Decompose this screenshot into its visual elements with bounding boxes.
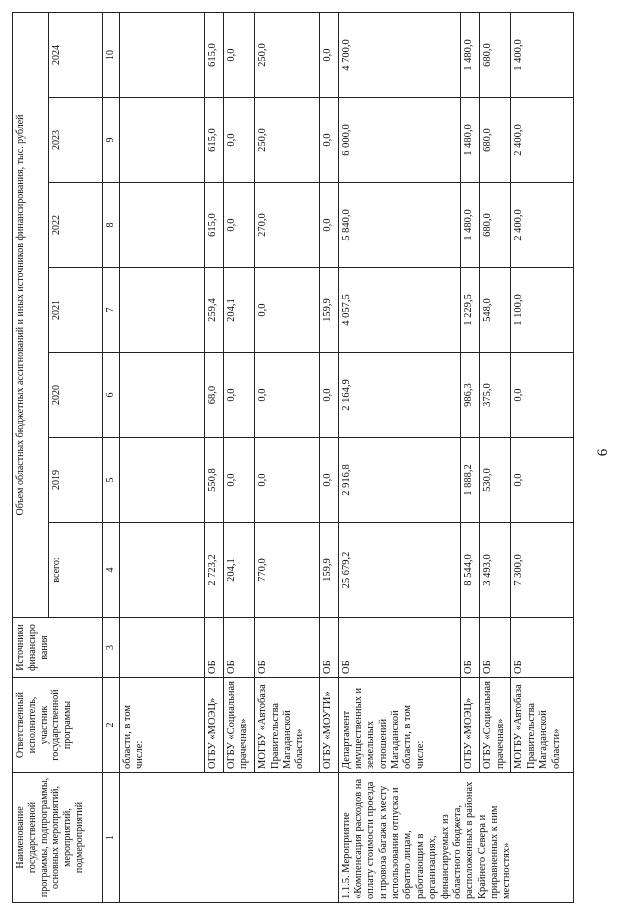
- row-value: 0,0: [511, 353, 574, 438]
- row-executor: МОГБУ «Автобаза Правительства Магаданской области»: [255, 678, 320, 773]
- row-value: 0,0: [319, 98, 338, 183]
- table-row: [480, 13, 511, 903]
- row-value: 3 493,0: [480, 523, 511, 618]
- column-number: 8: [103, 183, 120, 268]
- row-value: 25 679,2: [338, 523, 461, 618]
- row-executor: ОГБУ «МОЭЦ»: [205, 678, 224, 773]
- row-name: [119, 773, 338, 903]
- page-number: 6: [595, 448, 611, 457]
- col-exec-header: Ответственный исполнитель, участник государственной программы: [13, 678, 103, 773]
- year-header: 2022: [49, 183, 103, 268]
- row-executor: Департамент имущественных и земельных отношений Магаданской области, в том числе:: [338, 678, 461, 773]
- table-row: [255, 13, 320, 903]
- row-value: 615,0: [205, 183, 224, 268]
- row-source: ОБ: [223, 618, 254, 678]
- row-value: [119, 268, 204, 353]
- row-executor: ОГБУ «МОУТИ»: [319, 678, 338, 773]
- column-number: 9: [103, 98, 120, 183]
- column-number: 10: [103, 13, 120, 98]
- col-volume-header: Объем областных бюджетных ассигнований и иных источников финансирования, тыс. рублей: [13, 13, 49, 618]
- year-header: 2019: [49, 438, 103, 523]
- row-value: 0,0: [255, 268, 320, 353]
- column-number: 1: [103, 773, 120, 903]
- row-value: [119, 98, 204, 183]
- row-executor: ОГБУ «Социальная прачечная»: [223, 678, 254, 773]
- row-value: 615,0: [205, 98, 224, 183]
- row-value: 1 480,0: [461, 98, 480, 183]
- row-value: 615,0: [205, 13, 224, 98]
- table-row: [205, 13, 224, 903]
- row-value: 1 480,0: [461, 13, 480, 98]
- row-value: 68,0: [205, 353, 224, 438]
- column-number: 5: [103, 438, 120, 523]
- row-value: 986,3: [461, 353, 480, 438]
- table-row: [119, 13, 204, 903]
- column-number: 4: [103, 523, 120, 618]
- row-value: 680,0: [480, 13, 511, 98]
- row-value: 0,0: [223, 353, 254, 438]
- row-source: ОБ: [461, 618, 480, 678]
- row-source: ОБ: [319, 618, 338, 678]
- row-value: 0,0: [319, 438, 338, 523]
- row-value: 4 057,5: [338, 268, 461, 353]
- row-value: 1 888,2: [461, 438, 480, 523]
- row-source: ОБ: [511, 618, 574, 678]
- row-value: 1 229,5: [461, 268, 480, 353]
- row-value: 1 400,0: [511, 13, 574, 98]
- row-value: 204,1: [223, 268, 254, 353]
- row-value: 1 100,0: [511, 268, 574, 353]
- row-value: 0,0: [319, 13, 338, 98]
- year-header: 2020: [49, 353, 103, 438]
- row-value: [119, 438, 204, 523]
- row-value: 0,0: [319, 353, 338, 438]
- row-value: 375,0: [480, 353, 511, 438]
- row-value: 530,0: [480, 438, 511, 523]
- table-row: [338, 13, 461, 903]
- row-value: 5 840,0: [338, 183, 461, 268]
- row-executor: области, в том числе:: [119, 678, 204, 773]
- row-value: [119, 183, 204, 268]
- row-value: 4 700,0: [338, 13, 461, 98]
- row-value: 204,1: [223, 523, 254, 618]
- column-number: 6: [103, 353, 120, 438]
- financing-table: [12, 12, 574, 903]
- row-value: 0,0: [255, 353, 320, 438]
- row-name: 1.1.5. Мероприятие «Компенсация расходов на оплату стоимости проезда и провоза багажа к месту использования отпуска и обратно лицам, работающим в организациях, финансируемых из областного бюджета, расположенных в районах Крайнего Севера и приравненных к ним местностях»: [338, 773, 573, 903]
- column-number: 2: [103, 678, 120, 773]
- year-header: всего:: [49, 523, 103, 618]
- row-value: 550,8: [205, 438, 224, 523]
- row-source: ОБ: [338, 618, 461, 678]
- row-value: 548,0: [480, 268, 511, 353]
- table-row: [223, 13, 254, 903]
- row-value: [119, 353, 204, 438]
- row-value: 770,0: [255, 523, 320, 618]
- row-value: 0,0: [511, 438, 574, 523]
- row-value: 0,0: [319, 183, 338, 268]
- row-source: [119, 618, 204, 678]
- row-source: ОБ: [205, 618, 224, 678]
- row-value: 2 400,0: [511, 183, 574, 268]
- row-value: 6 000,0: [338, 98, 461, 183]
- row-executor: ОГБУ «МОЭЦ»: [461, 678, 480, 773]
- row-executor: ОГБУ «Социальная прачечная»: [480, 678, 511, 773]
- row-value: 159,9: [319, 523, 338, 618]
- row-value: 250,0: [255, 98, 320, 183]
- table-row: [461, 13, 480, 903]
- row-executor: МОГБУ «Автобаза Правительства Магаданской области»: [511, 678, 574, 773]
- row-source: ОБ: [255, 618, 320, 678]
- row-value: 8 544,0: [461, 523, 480, 618]
- row-value: 680,0: [480, 183, 511, 268]
- row-value: 7 300,0: [511, 523, 574, 618]
- year-header: 2024: [49, 13, 103, 98]
- row-value: 1 480,0: [461, 183, 480, 268]
- column-number: 7: [103, 268, 120, 353]
- table-row: [319, 13, 338, 903]
- row-value: 270,0: [255, 183, 320, 268]
- row-value: 680,0: [480, 98, 511, 183]
- row-value: 0,0: [223, 438, 254, 523]
- row-value: [119, 523, 204, 618]
- row-value: 0,0: [223, 183, 254, 268]
- row-value: 0,0: [223, 13, 254, 98]
- year-header: 2021: [49, 268, 103, 353]
- row-value: 250,0: [255, 13, 320, 98]
- row-source: ОБ: [480, 618, 511, 678]
- col-src-header: Источники финансиро вания: [13, 618, 103, 678]
- row-value: 259,4: [205, 268, 224, 353]
- row-value: 2 916,8: [338, 438, 461, 523]
- year-header: 2023: [49, 98, 103, 183]
- row-value: 0,0: [255, 438, 320, 523]
- row-value: 2 164,9: [338, 353, 461, 438]
- row-value: 2 723,2: [205, 523, 224, 618]
- table-row: [511, 13, 574, 903]
- row-value: [119, 13, 204, 98]
- col-name-header: Наименование государственной программы, подпрограммы, основных мероприятий, мероприятий, подмероприятий: [13, 773, 103, 903]
- row-value: 159,9: [319, 268, 338, 353]
- row-value: 0,0: [223, 98, 254, 183]
- column-number: 3: [103, 618, 120, 678]
- row-value: 2 400,0: [511, 98, 574, 183]
